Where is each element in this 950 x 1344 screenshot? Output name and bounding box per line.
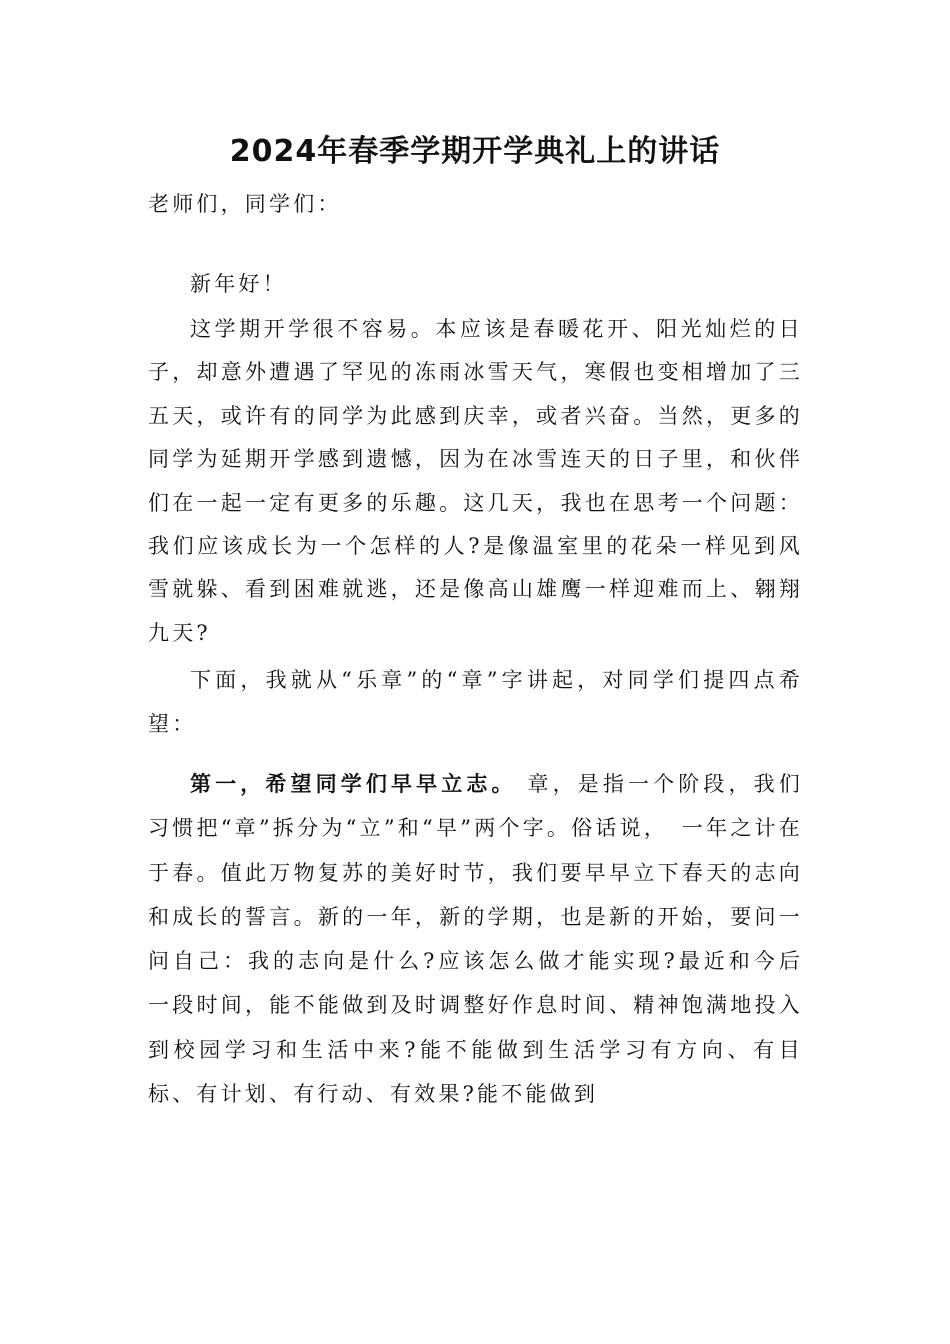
- document-title: 2024年春季学期开学典礼上的讲话: [229, 134, 721, 169]
- greeting: 新年好！: [190, 272, 287, 296]
- paragraph-3-body: 章，是指一个阶段，我们习惯把“章”拆分为“立”和“早”两个字。俗话说， 一年之计在于春。值此万物复苏的美好时节，我们要早早立下春天的志向和成长的誓言。新的一年，新的学期，也是新的开始，要问一问自己：我的志向是什么?应该怎么做才能实现?最近和今后一段时间，能不能做到及时调整好作息时间、精神饱满地投入到校园学习和生活中来?能不能做到生活学习有方向、有目标、有计划、有行动、有效果?能不能做到: [148, 772, 803, 1107]
- paragraph-3-lead: 第一，希望同学们早早立志。: [190, 772, 517, 796]
- paragraph-1: 这学期开学很不容易。本应该是春暖花开、阳光灿烂的日子，却意外遭遇了罕见的冻雨冰雪天气，寒假也变相增加了三五天，或许有的同学为此感到庆幸，或者兴奋。当然，更多的同学为延期开学感到遗憾，因为在冰雪连天的日子里，和伙伴们在一起一定有更多的乐趣。这几天，我也在思考一个问题：我们应该成长为一个怎样的人?是像温室里的花朵一样见到风雪就躲、看到困难就逃，还是像高山雄鹰一样迎难而上、翱翔九天?: [148, 317, 803, 645]
- paragraph-2: 下面，我就从“乐章”的“章”字讲起，对同学们提四点希望：: [148, 668, 803, 736]
- salutation: 老师们，同学们：: [148, 192, 342, 216]
- paragraph-3: [148, 762, 803, 1116]
